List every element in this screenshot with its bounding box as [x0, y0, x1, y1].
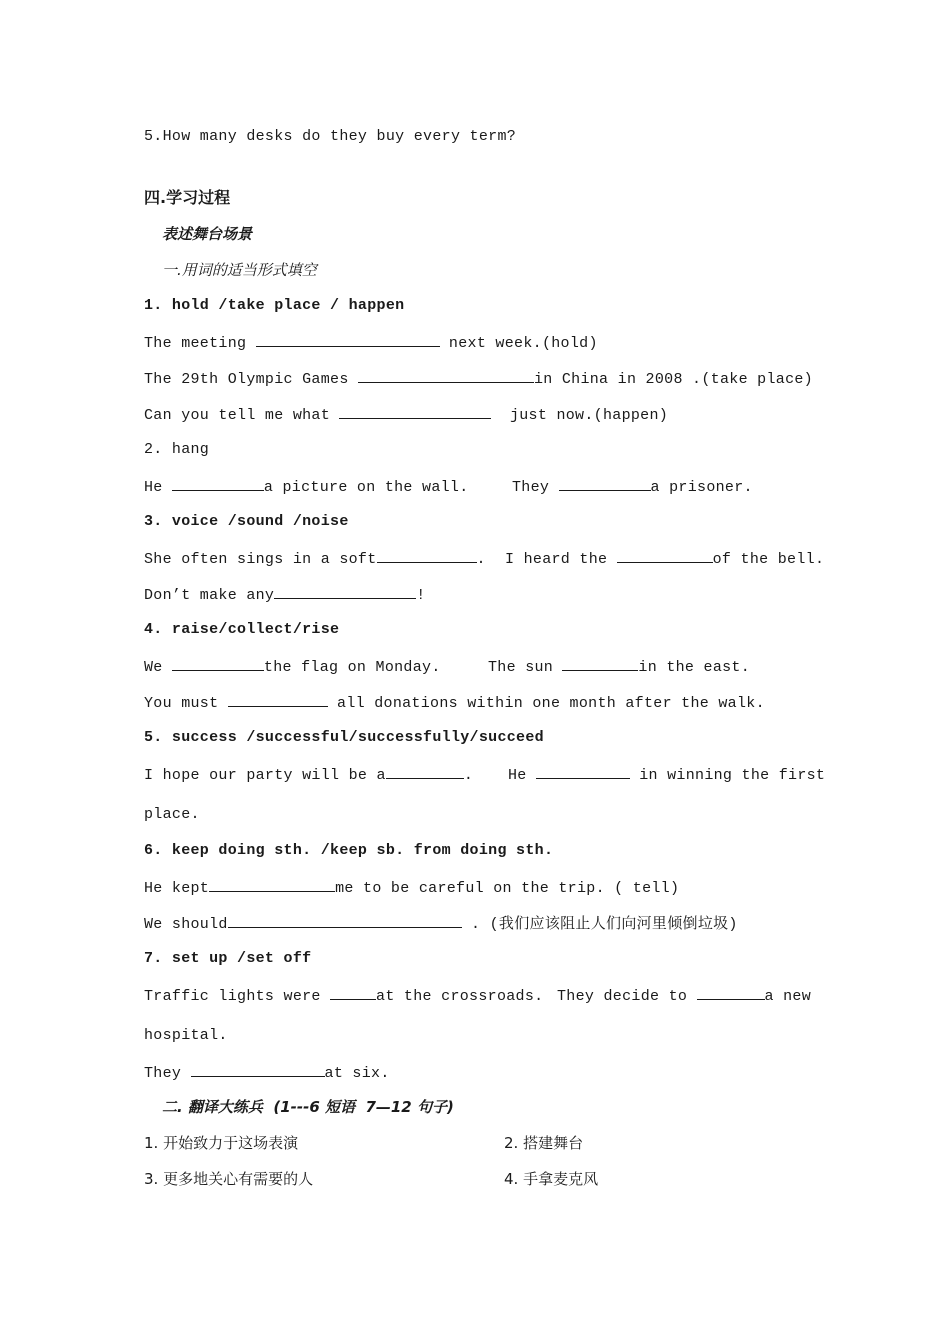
- answer-blank[interactable]: [209, 877, 335, 892]
- answer-blank[interactable]: [358, 368, 534, 383]
- item-6-sentence-2: We should . (我们应该阻止人们向河里倾倒垃圾): [144, 913, 738, 935]
- item-7-sentence-3: They at six.: [144, 1062, 390, 1084]
- item-4-sentence-3: You must all donations within one month after the walk.: [144, 692, 765, 714]
- item-6-sentence-1: He kept me to be careful on the trip. ( tell): [144, 877, 679, 899]
- item-5-sentence-1: I hope our party will be a .: [144, 764, 473, 786]
- translate-4: 4. 手拿麦克风: [504, 1170, 599, 1188]
- answer-blank[interactable]: [536, 764, 630, 779]
- item-3-sentence-1: She often sings in a soft .: [144, 548, 486, 570]
- answer-blank[interactable]: [172, 656, 264, 671]
- translate-3: 3. 更多地关心有需要的人: [144, 1170, 314, 1188]
- item-1-heading: 1. hold /take place / happen: [144, 297, 405, 314]
- answer-blank[interactable]: [617, 548, 713, 563]
- answer-blank[interactable]: [559, 476, 651, 491]
- item-2-sentence-2: They a prisoner.: [512, 476, 753, 498]
- item-7-heading: 7. set up /set off: [144, 950, 312, 967]
- item-7-sentence-2: They decide to a new: [557, 985, 811, 1007]
- answer-blank[interactable]: [386, 764, 464, 779]
- item-5-heading: 5. success /successful/successfully/succeed: [144, 729, 544, 746]
- answer-blank[interactable]: [228, 692, 328, 707]
- answer-blank[interactable]: [256, 332, 440, 347]
- item-4-sentence-1: We the flag on Monday.: [144, 656, 441, 678]
- item-1-sentence-1: The meeting next week.(hold): [144, 332, 598, 354]
- answer-blank[interactable]: [339, 404, 491, 419]
- item-5-sentence-2: He in winning the first: [508, 764, 825, 786]
- item-3-sentence-3: Don’t make any !: [144, 584, 426, 606]
- subtitle: 表述舞台场景: [162, 225, 253, 243]
- answer-blank[interactable]: [377, 548, 477, 563]
- item-7-sentence-2-cont: hospital.: [144, 1027, 228, 1044]
- answer-blank[interactable]: [191, 1062, 325, 1077]
- section-title: 四.学习过程: [144, 188, 231, 207]
- part1-title: 一.用词的适当形式填空: [162, 261, 317, 279]
- item-3-heading: 3. voice /sound /noise: [144, 513, 349, 530]
- item-5-sentence-2-cont: place.: [144, 806, 200, 823]
- item-1-sentence-3: Can you tell me what just now.(happen): [144, 404, 668, 426]
- translate-1: 1. 开始致力于这场表演: [144, 1134, 299, 1152]
- answer-blank[interactable]: [697, 985, 765, 1000]
- item-6-heading: 6. keep doing sth. /keep sb. from doing sth.: [144, 842, 554, 859]
- part2-title: 二. 翻译大练兵 (1---6 短语 7—12 句子): [162, 1098, 454, 1116]
- item-2-heading: 2. hang: [144, 441, 210, 458]
- item-7-sentence-1: Traffic lights were at the crossroads.: [144, 985, 543, 1007]
- item-4-heading: 4. raise/collect/rise: [144, 621, 340, 638]
- answer-blank[interactable]: [172, 476, 264, 491]
- answer-blank[interactable]: [330, 985, 376, 1000]
- item-3-sentence-2: I heard the of the bell.: [505, 548, 824, 570]
- translate-2: 2. 搭建舞台: [504, 1134, 584, 1152]
- item-1-sentence-2: The 29th Olympic Games in China in 2008 .(take place): [144, 368, 813, 390]
- question-5: 5.How many desks do they buy every term?: [144, 128, 517, 145]
- item-4-sentence-2: The sun in the east.: [488, 656, 750, 678]
- item-2-sentence-1: He a picture on the wall.: [144, 476, 469, 498]
- answer-blank[interactable]: [562, 656, 638, 671]
- answer-blank[interactable]: [228, 913, 462, 928]
- answer-blank[interactable]: [274, 584, 416, 599]
